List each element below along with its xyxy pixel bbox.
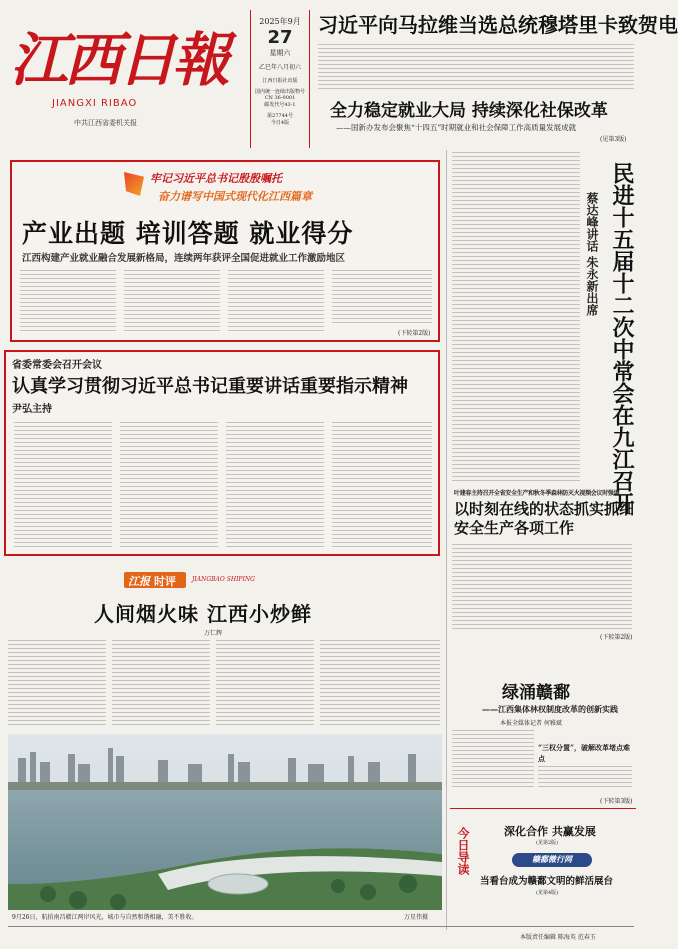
lead-col-4 bbox=[332, 270, 432, 326]
safety-cont: (下转第2版) bbox=[600, 634, 633, 641]
right-column-rule bbox=[446, 150, 447, 930]
meeting-col-4 bbox=[332, 422, 432, 550]
footer-editors: 本版责任编辑 陈海英 范春玉 bbox=[520, 934, 596, 941]
guide-item-2[interactable]: 当看台成为赣鄱文明的鲜活展台 bbox=[480, 876, 614, 887]
commentary-brand: 江报 bbox=[128, 575, 150, 588]
date-box bbox=[250, 10, 310, 148]
issue-info-3: 邮发代号43-1 bbox=[264, 102, 296, 108]
meeting-kicker: 省委常委会召开会议 bbox=[12, 360, 102, 371]
green-quote: “三权分置”，破解改革堵点难点 bbox=[538, 743, 631, 763]
issue-info-0: 江西日报社出版 bbox=[262, 78, 298, 84]
green-body-2 bbox=[538, 766, 632, 790]
employment-subhead: ——国新办发布会聚焦“十四五”时期就业和社会保障工作高质量发展成就 bbox=[336, 123, 577, 132]
green-body-1 bbox=[452, 730, 534, 790]
lead-headline: 产业出题 培训答题 就业得分 bbox=[22, 219, 354, 248]
commentary-col-2 bbox=[112, 640, 210, 726]
top-story-body bbox=[318, 44, 634, 92]
lead-cont: (下转第2版) bbox=[398, 330, 431, 337]
green-headline: 绿涌赣鄱 bbox=[502, 683, 570, 703]
city-river-photo-svg bbox=[8, 734, 442, 910]
issue-info-5: 今日4版 bbox=[270, 120, 290, 126]
commentary-byline: 万仁辉 bbox=[204, 630, 223, 637]
employment-headline: 全力稳定就业大局 持续深化社保改革 bbox=[330, 101, 608, 121]
masthead-pinyin: JIANGXI RIBAO bbox=[52, 98, 138, 109]
safety-kicker: 叶建春主持召开全省安全生产和秋冬季森林防灭火视频会议时强调 bbox=[454, 490, 620, 497]
meeting-chair: 尹弘主持 bbox=[12, 404, 52, 415]
safety-headline: 以时刻在线的状态抓实抓细安全生产各项工作 bbox=[454, 500, 635, 537]
commentary-col-4 bbox=[320, 640, 440, 726]
today-guide bbox=[450, 808, 636, 924]
date-weekday: 星期六 bbox=[269, 49, 291, 57]
lead-subhead: 江西构建产业就业融合发展新格局，连续两年获评全国促进就业工作激励地区 bbox=[22, 253, 346, 264]
commentary-col-3 bbox=[216, 640, 314, 726]
commentary-col-1 bbox=[8, 640, 106, 726]
commentary-column: 时评 bbox=[154, 575, 176, 588]
commentary-column-badge bbox=[124, 570, 264, 590]
lead-story-box bbox=[10, 160, 440, 342]
masthead bbox=[8, 6, 248, 138]
meeting-col-3 bbox=[226, 422, 324, 550]
guide-item-1[interactable]: 深化合作 共赢发展 bbox=[504, 825, 596, 838]
commentary-headline: 人间烟火味 江西小炒鲜 bbox=[94, 602, 312, 626]
issue-info-2: CN 36-0001 bbox=[264, 95, 296, 101]
right-story-headline: 民进十五届十二次中常会在九江召开 bbox=[609, 162, 634, 514]
date-lunar: 乙巳年八月初六 bbox=[258, 64, 301, 71]
today-guide-label: 今日导读 bbox=[456, 827, 470, 875]
meeting-col-1 bbox=[14, 422, 112, 550]
green-byline: 本报全媒体记者 何雅斌 bbox=[500, 720, 562, 727]
lead-col-3 bbox=[228, 270, 324, 334]
lead-col-2 bbox=[124, 270, 220, 334]
right-story-body-1 bbox=[452, 152, 580, 482]
issue-info-4: 第27744号 bbox=[267, 113, 293, 119]
meeting-headline: 认真学习贯彻习近平总书记重要讲话重要指示精神 bbox=[12, 376, 408, 397]
photo-caption: 9月26日，航拍南昌赣江两岸风光，城市与自然和谐相融，美不胜收。 bbox=[12, 914, 198, 921]
banner-flag-icon bbox=[124, 172, 144, 196]
guide-item-1-note: (见第2版) bbox=[536, 840, 559, 846]
photo-credit: 万星伟摄 bbox=[404, 914, 429, 921]
masthead-publisher: 中共江西省委机关报 bbox=[74, 119, 137, 127]
banner-line2: 奋力谱写中国式现代化江西篇章 bbox=[158, 190, 312, 203]
issue-info-1: 国内统一连续出版物号 bbox=[254, 89, 305, 95]
banner-line1: 牢记习近平总书记殷殷嘱托 bbox=[150, 172, 282, 185]
green-subhead: ——江西集体林权制度改革的创新实践 bbox=[482, 705, 618, 714]
green-cont: (下转第3版) bbox=[600, 798, 633, 805]
lead-col-1 bbox=[20, 270, 116, 334]
commentary-pinyin: JIANGBAO SHIPING bbox=[192, 576, 255, 583]
meeting-col-2 bbox=[120, 422, 218, 550]
date-month: 2025年9月 bbox=[259, 17, 301, 26]
guide-logo: 赣鄱微行网 bbox=[512, 853, 592, 867]
footer-rule bbox=[8, 926, 634, 927]
banner bbox=[130, 168, 340, 208]
guide-item-2-note: (见第4版) bbox=[536, 890, 559, 896]
meeting-story-box bbox=[4, 350, 440, 556]
top-story-headline: 习近平向马拉维当选总统穆塔里卡致贺电 bbox=[318, 13, 678, 37]
city-river-photo bbox=[8, 734, 442, 910]
employment-note: (见第3版) bbox=[600, 136, 627, 143]
safety-body bbox=[452, 544, 632, 632]
masthead-title: 江西日報 bbox=[10, 26, 227, 94]
right-story-attendees: 蔡达峰讲话 朱永新出席 bbox=[585, 192, 599, 317]
date-day: 27 bbox=[267, 27, 293, 48]
